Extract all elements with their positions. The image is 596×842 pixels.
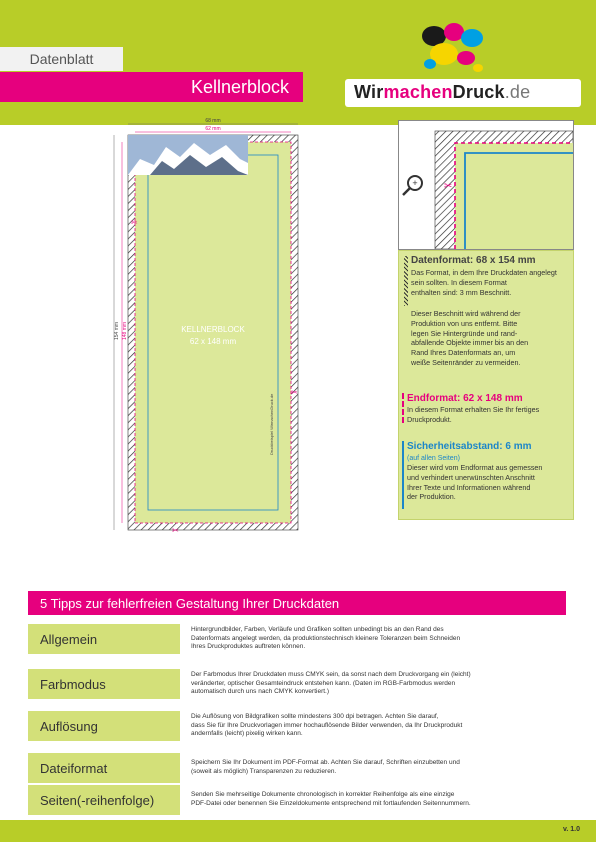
tip-label-dateiformat: Dateiformat bbox=[28, 753, 180, 783]
width-outer-label: 68 mm bbox=[205, 118, 221, 124]
tip-row: Farbmodus Der Farbmodus Ihrer Druckdaten muss CMYK sein, da sonst nach dem Druckvorgang ein (leicht) veränderter, optischer Gesamteindruck entstehen kann. (Daten im RGB-Farbmodus werden automatisch durch uns nach CMYK konvertiert.) bbox=[28, 669, 566, 699]
beschnitt-text: Dieser Beschnitt wird während der Produktion von uns entfernt. Bitte legen Sie Hintergründe und rand- abfallende Objekte immer bis an den Rand Ihres Datenformats an, um weiße Seitenränder zu vermeiden. bbox=[411, 309, 529, 367]
tip-row: Allgemein Hintergrundbilder, Farben, Verläufe und Grafiken sollten unbedingt bis an den Rand des Datenformats angelegt werden, da produktionstechnisch kleinere Toleranzen beim Schneiden Ihres Druckproduktes auftreten können. bbox=[28, 624, 566, 654]
tip-label-allgemein: Allgemein bbox=[28, 624, 180, 654]
tip-label-aufloesung: Auflösung bbox=[28, 711, 180, 741]
zoom-icon: + bbox=[412, 178, 418, 188]
tip-label-seiten: Seiten(-reihenfolge) bbox=[28, 785, 180, 815]
scissors-icon: ✂ bbox=[444, 181, 453, 192]
datenformat-title: Datenformat: 68 x 154 mm bbox=[411, 255, 536, 266]
format-drawing bbox=[110, 115, 320, 545]
height-inner-label: 148 mm bbox=[122, 321, 128, 340]
tip-label-farbmodus: Farbmodus bbox=[28, 669, 180, 699]
scissors-icon: ✂ bbox=[131, 218, 138, 227]
tip-row: Dateiformat Speichern Sie Ihr Dokument im PDF-Format ab. Achten Sie darauf, Schriften einzubetten und (soweit als möglich) Transparenzen zu reduzieren. bbox=[28, 753, 566, 783]
endformat-title: Endformat: 62 x 148 mm bbox=[407, 393, 523, 404]
tip-row: Auflösung Die Auflösung von Bildgrafiken sollte mindestens 300 dpi betragen. Achten Sie darauf, dass Sie für Ihre Druckvorlagen immer hochauflösende Bilder verwenden, da Ihr Druckprodukt andernfalls (leicht) pixelig wirken kann. bbox=[28, 711, 566, 741]
sicherheit-sub: (auf allen Seiten) bbox=[407, 455, 460, 462]
sicherheit-title: Sicherheitsabstand: 6 mm bbox=[407, 441, 532, 452]
height-outer-label: 154 mm bbox=[114, 321, 120, 340]
center-size: 62 x 148 mm bbox=[189, 337, 237, 346]
center-title: KELLNERBLOCK bbox=[181, 325, 245, 334]
product-title: Kellnerblock bbox=[0, 72, 303, 102]
scissors-icon: ✂ bbox=[291, 388, 298, 397]
endformat-marker bbox=[402, 393, 404, 423]
width-inner-label: 62 mm bbox=[205, 126, 221, 132]
bleed-marker bbox=[404, 256, 408, 306]
sicherheit-marker bbox=[402, 441, 404, 509]
datenblatt-tab: Datenblatt bbox=[0, 47, 123, 71]
footer-band bbox=[0, 820, 596, 842]
logo-blobs-icon bbox=[412, 20, 492, 80]
tip-row: Seiten(-reihenfolge) Senden Sie mehrseitige Dokumente chronologisch in korrekter Reihenfolge als eine einzige PDF-Datei oder benennen Sie Einzeldokumente entsprechend mit fortlaufenden Seitennummern. bbox=[28, 785, 566, 815]
format-info-panel: Datenformat: 68 x 154 mm Das Format, in dem Ihre Druckdaten angelegt sein sollten. In diesem Format enthalten sind: 3 mm Beschnitt. Dieser Beschnitt wird während der Produktion von uns entfernt. Bitte legen Sie Hintergründe und rand- abfallende Objekte immer bis an den Rand Ihres Datenformats an, um weiße Seitenränder zu vermeiden. Endformat: 62 x 148 mm In diesem Format erhalten Sie Ihr fertiges Druckprodukt. Sicherheitsabstand: 6 mm (auf allen Seiten) Dieser wird vom Endformat aus gemessen und verhindert unerwünschten Anschnitt Ihrer Texte und Informationen während der Produktion. bbox=[398, 250, 574, 520]
scissors-icon: ✂ bbox=[172, 526, 179, 535]
tips-header: 5 Tipps zur fehlerfreien Gestaltung Ihrer Druckdaten bbox=[28, 591, 566, 615]
version-label: v. 1.0 bbox=[563, 826, 580, 833]
logo-wordmark[interactable]: WirmachenDruck.de bbox=[354, 82, 531, 102]
zoom-detail-box bbox=[398, 120, 574, 250]
vertical-note: Druckbeispiel WirmachenDruck.de bbox=[269, 393, 274, 455]
